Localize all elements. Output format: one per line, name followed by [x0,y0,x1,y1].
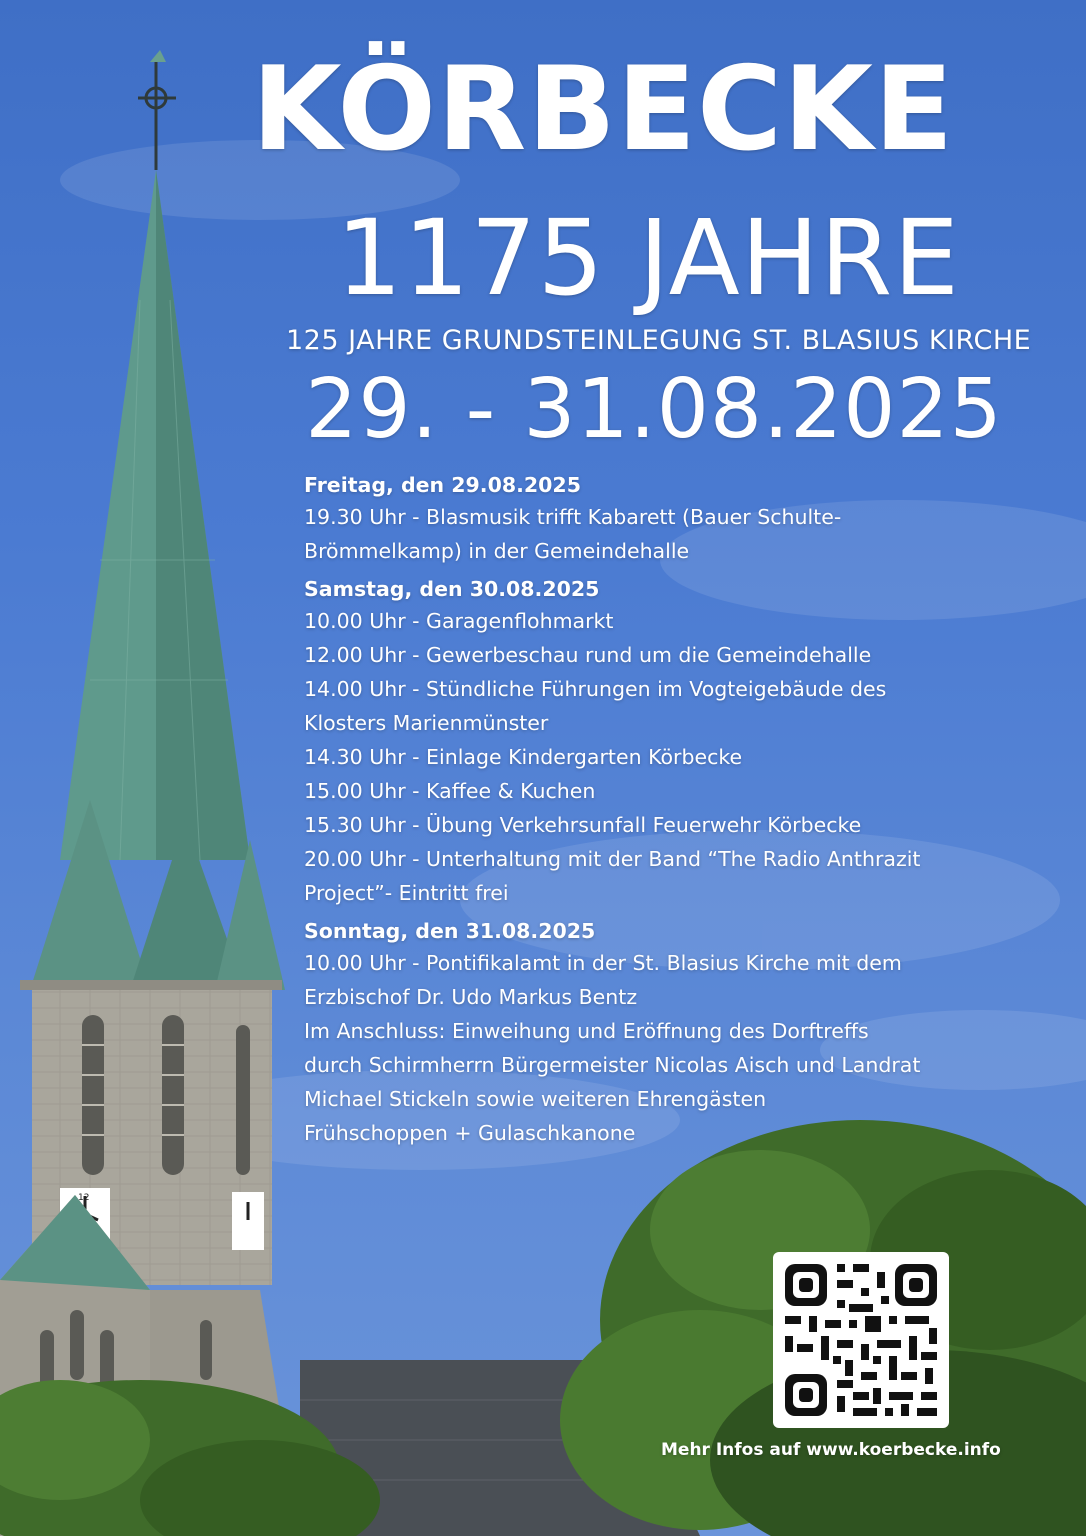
schedule-item: 14.30 Uhr - Einlage Kindergarten Körbecke [304,745,743,769]
event-schedule [304,470,1044,1150]
subtitle: 125 JAHRE GRUNDSTEINLEGUNG ST. BLASIUS KIRCHE [286,325,1032,356]
schedule-item: 19.30 Uhr - Blasmusik trifft Kabarett (Bauer Schulte- [304,505,842,529]
schedule-item: Frühschoppen + Gulaschkanone [304,1121,636,1145]
schedule-item: 14.00 Uhr - Stündliche Führungen im Vogteigebäude des [304,677,887,701]
schedule-item: Klosters Marienmünster [304,711,549,735]
schedule-item: 12.00 Uhr - Gewerbeschau rund um die Gemeindehalle [304,643,872,667]
schedule-item: Im Anschluss: Einweihung und Eröffnung des Dorftreffs [304,1019,869,1043]
schedule-item: Erzbischof Dr. Udo Markus Bentz [304,985,638,1009]
schedule-item: durch Schirmherrn Bürgermeister Nicolas Aisch und Landrat [304,1053,921,1077]
schedule-item: Project”- Eintritt frei [304,881,509,905]
qr-code-icon [773,1252,949,1428]
schedule-item: 10.00 Uhr - Pontifikalamt in der St. Blasius Kirche mit dem [304,951,902,975]
day-heading-sunday: Sonntag, den 31.08.2025 [304,919,596,943]
schedule-item: Brömmelkamp) in der Gemeindehalle [304,539,690,563]
clock-numerals: 12 [78,1193,90,1203]
schedule-item: 10.00 Uhr - Garagenflohmarkt [304,609,614,633]
schedule-item: 20.00 Uhr - Unterhaltung mit der Band “The Radio Anthrazit [304,847,921,871]
qr-code[interactable] [773,1252,949,1428]
day-heading-friday: Freitag, den 29.08.2025 [304,473,581,497]
more-info-link[interactable]: Mehr Infos auf www.koerbecke.info [661,1440,1001,1460]
event-dates: 29. - 31.08.2025 [305,362,1003,457]
anniversary-heading: 1175 JAHRE [336,197,960,319]
day-heading-saturday: Samstag, den 30.08.2025 [304,577,600,601]
schedule-item: 15.00 Uhr - Kaffee & Kuchen [304,779,596,803]
schedule-item: Michael Stickeln sowie weiteren Ehrengästen [304,1087,767,1111]
page-title: KÖRBECKE [251,42,955,177]
schedule-item: 15.30 Uhr - Übung Verkehrsunfall Feuerwehr Körbecke [304,813,862,837]
